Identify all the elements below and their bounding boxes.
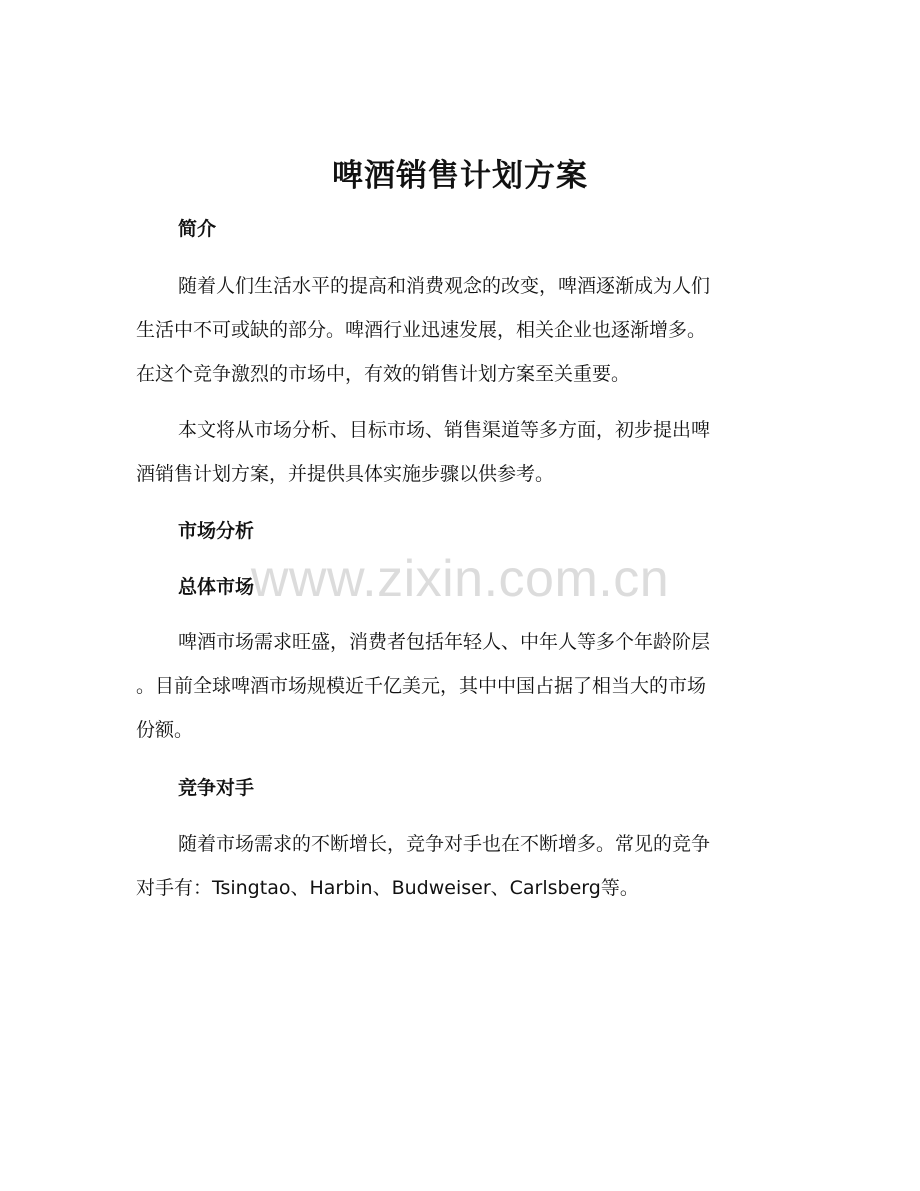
paragraph-line: 生活中不可或缺的部分。啤酒行业迅速发展，相关企业也逐渐增多。 <box>136 319 707 341</box>
section-heading-market-analysis: 市场分析 <box>178 520 255 542</box>
intro-paragraph-1 <box>136 264 770 396</box>
document-title: 啤酒销售计划方案 <box>332 158 588 194</box>
paragraph-line: 随着市场需求的不断增长，竞争对手也在不断增多。常见的竞争 <box>178 833 711 855</box>
paragraph-line: 。目前全球啤酒市场规模近千亿美元，其中中国占据了相当大的市场 <box>136 675 707 697</box>
section-heading-competitors: 竞争对手 <box>178 777 255 799</box>
paragraph-line: 酒销售计划方案，并提供具体实施步骤以供参考。 <box>136 463 555 485</box>
competitors-paragraph <box>136 822 770 910</box>
paragraph-line: 随着人们生活水平的提高和消费观念的改变，啤酒逐渐成为人们 <box>178 275 711 297</box>
paragraph-line: 对手有：Tsingtao、Harbin、Budweiser、Carlsberg等。 <box>136 877 639 899</box>
paragraph-line: 份额。 <box>136 719 194 741</box>
section-heading-overall-market: 总体市场 <box>178 576 255 598</box>
overall-market-paragraph <box>136 620 770 752</box>
watermark: www.zixin.com.cn <box>250 550 670 608</box>
paragraph-line: 本文将从市场分析、目标市场、销售渠道等多方面，初步提出啤 <box>178 419 711 441</box>
section-heading-intro: 简介 <box>178 218 217 240</box>
intro-paragraph-2 <box>136 408 770 496</box>
paragraph-line: 啤酒市场需求旺盛，消费者包括年轻人、中年人等多个年龄阶层 <box>178 631 711 653</box>
paragraph-line: 在这个竞争激烈的市场中，有效的销售计划方案至关重要。 <box>136 363 631 385</box>
